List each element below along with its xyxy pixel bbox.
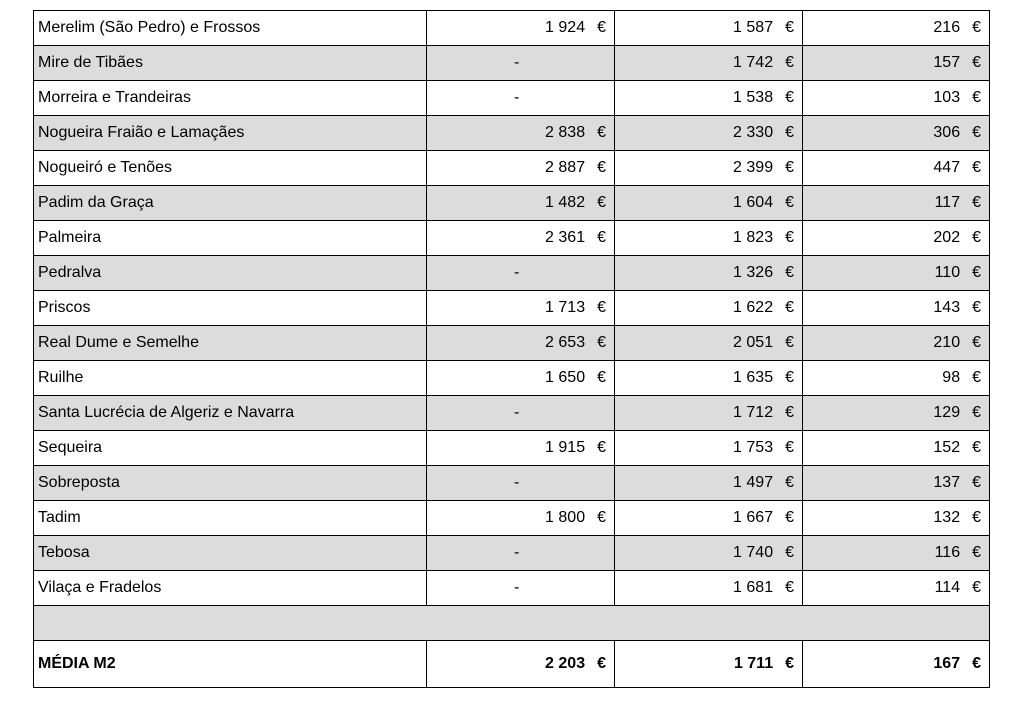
currency-symbol: € — [785, 264, 794, 281]
value-cell — [803, 81, 990, 116]
value-amount: 1 740 — [733, 544, 774, 561]
currency-symbol: € — [785, 89, 794, 106]
value-cell — [615, 396, 803, 431]
currency-symbol: € — [597, 655, 606, 672]
value-amount: 1 800 — [545, 509, 586, 526]
value-cell-empty: - — [427, 466, 615, 501]
currency-symbol: € — [785, 404, 794, 421]
value-cell-empty: - — [427, 256, 615, 291]
value-cell — [803, 396, 990, 431]
parish-name-cell: Priscos — [34, 291, 427, 326]
value-amount: 117 — [934, 194, 961, 211]
value-cell — [615, 501, 803, 536]
value-cell — [803, 641, 990, 688]
value-amount: 1 538 — [733, 89, 774, 106]
value-amount: 1 823 — [733, 229, 774, 246]
currency-symbol: € — [597, 369, 606, 386]
value-cell — [427, 151, 615, 186]
currency-symbol: € — [785, 544, 794, 561]
value-cell — [803, 46, 990, 81]
currency-symbol: € — [972, 369, 981, 386]
value-amount: 1 587 — [733, 19, 774, 36]
table-row — [34, 221, 990, 256]
parish-name-cell: Pedralva — [34, 256, 427, 291]
value-cell — [803, 221, 990, 256]
value-amount: 143 — [933, 299, 961, 316]
value-amount: 1 713 — [545, 299, 586, 316]
value-amount: 1 622 — [733, 299, 774, 316]
parish-name-cell: Sobreposta — [34, 466, 427, 501]
parish-name-cell: MÉDIA M2 — [34, 641, 427, 688]
value-amount: 306 — [933, 124, 961, 141]
table-row — [34, 396, 990, 431]
currency-symbol: € — [785, 54, 794, 71]
value-cell — [615, 326, 803, 361]
table-row — [34, 466, 990, 501]
table-row — [34, 361, 990, 396]
value-amount: 1 742 — [733, 54, 774, 71]
value-amount: 129 — [933, 404, 961, 421]
value-amount: 103 — [933, 89, 961, 106]
currency-symbol: € — [972, 19, 981, 36]
currency-symbol: € — [972, 264, 981, 281]
value-amount: 2 361 — [545, 229, 586, 246]
value-cell — [803, 291, 990, 326]
currency-symbol: € — [785, 299, 794, 316]
currency-symbol: € — [785, 474, 794, 491]
value-amount: 116 — [934, 544, 961, 561]
currency-symbol: € — [972, 159, 981, 176]
value-amount: 1 667 — [733, 509, 774, 526]
value-cell — [615, 221, 803, 256]
parish-name-cell: Santa Lucrécia de Algeriz e Navarra — [34, 396, 427, 431]
value-amount: 2 051 — [733, 334, 774, 351]
value-cell — [427, 501, 615, 536]
currency-symbol: € — [972, 655, 981, 672]
table-row — [34, 46, 990, 81]
value-amount: 2 330 — [733, 124, 774, 141]
parish-name-cell: Nogueira Fraião e Lamaçães — [34, 116, 427, 151]
value-cell — [615, 81, 803, 116]
value-cell — [427, 291, 615, 326]
currency-symbol: € — [597, 299, 606, 316]
value-amount: 2 399 — [733, 159, 774, 176]
currency-symbol: € — [785, 19, 794, 36]
value-cell — [803, 151, 990, 186]
table-row — [34, 11, 990, 46]
table-row — [34, 116, 990, 151]
spacer-cell — [34, 606, 990, 641]
parish-name-cell: Tebosa — [34, 536, 427, 571]
currency-symbol: € — [972, 439, 981, 456]
value-cell — [803, 536, 990, 571]
table-row — [34, 501, 990, 536]
currency-symbol: € — [972, 299, 981, 316]
currency-symbol: € — [785, 159, 794, 176]
value-amount: 1 482 — [545, 194, 586, 211]
currency-symbol: € — [785, 579, 794, 596]
currency-symbol: € — [972, 474, 981, 491]
currency-symbol: € — [597, 439, 606, 456]
value-cell — [615, 186, 803, 221]
currency-symbol: € — [785, 229, 794, 246]
value-amount: 1 604 — [733, 194, 774, 211]
value-amount: 1 650 — [545, 369, 586, 386]
value-amount: 210 — [933, 334, 961, 351]
value-cell-empty: - — [427, 81, 615, 116]
value-amount: 132 — [933, 509, 961, 526]
value-cell — [427, 361, 615, 396]
value-cell — [427, 11, 615, 46]
value-cell — [803, 256, 990, 291]
value-amount: 1 681 — [733, 579, 774, 596]
value-cell — [427, 641, 615, 688]
parish-name-cell: Nogueiró e Tenões — [34, 151, 427, 186]
currency-symbol: € — [785, 369, 794, 386]
parish-name-cell: Palmeira — [34, 221, 427, 256]
value-cell-empty: - — [427, 536, 615, 571]
value-amount: 157 — [933, 54, 961, 71]
value-cell-empty: - — [427, 571, 615, 606]
currency-symbol: € — [785, 509, 794, 526]
average-row — [34, 641, 990, 688]
table-row — [34, 186, 990, 221]
parish-name-cell: Padim da Graça — [34, 186, 427, 221]
parish-name-cell: Vilaça e Fradelos — [34, 571, 427, 606]
value-cell — [427, 326, 615, 361]
parish-name-cell: Sequeira — [34, 431, 427, 466]
value-cell — [427, 186, 615, 221]
parish-name-cell: Tadim — [34, 501, 427, 536]
value-cell — [803, 501, 990, 536]
value-amount: 110 — [934, 264, 961, 281]
value-amount: 447 — [933, 159, 961, 176]
currency-symbol: € — [785, 655, 794, 672]
value-cell — [615, 116, 803, 151]
value-cell — [427, 431, 615, 466]
value-amount: 1 711 — [733, 655, 774, 672]
parish-name-cell: Morreira e Trandeiras — [34, 81, 427, 116]
currency-symbol: € — [785, 124, 794, 141]
table-row — [34, 571, 990, 606]
value-amount: 1 326 — [733, 264, 774, 281]
table-row — [34, 291, 990, 326]
value-amount: 152 — [933, 439, 961, 456]
value-cell — [615, 431, 803, 466]
currency-symbol: € — [972, 334, 981, 351]
value-cell — [615, 466, 803, 501]
value-amount: 1 924 — [545, 19, 586, 36]
currency-symbol: € — [972, 89, 981, 106]
value-cell — [803, 466, 990, 501]
currency-symbol: € — [597, 334, 606, 351]
value-cell-empty: - — [427, 396, 615, 431]
value-amount: 1 635 — [733, 369, 774, 386]
value-cell — [615, 536, 803, 571]
value-cell — [803, 186, 990, 221]
currency-symbol: € — [972, 54, 981, 71]
value-amount: 1 915 — [545, 439, 586, 456]
parish-name-cell: Merelim (São Pedro) e Frossos — [34, 11, 427, 46]
value-cell — [615, 571, 803, 606]
currency-symbol: € — [597, 229, 606, 246]
value-cell — [615, 256, 803, 291]
value-amount: 2 203 — [545, 655, 586, 672]
value-cell — [615, 46, 803, 81]
currency-symbol: € — [972, 124, 981, 141]
currency-symbol: € — [597, 509, 606, 526]
value-amount: 1 712 — [733, 404, 774, 421]
value-cell-empty: - — [427, 46, 615, 81]
value-amount: 2 887 — [545, 159, 586, 176]
value-amount: 2 838 — [545, 124, 586, 141]
currency-symbol: € — [785, 334, 794, 351]
currency-symbol: € — [597, 159, 606, 176]
value-cell — [427, 221, 615, 256]
currency-symbol: € — [597, 19, 606, 36]
price-table — [33, 10, 990, 688]
value-amount: 167 — [933, 655, 961, 672]
value-cell — [803, 431, 990, 466]
price-table-sheet — [33, 10, 989, 688]
value-amount: 1 753 — [733, 439, 774, 456]
table-row — [34, 256, 990, 291]
value-cell — [803, 116, 990, 151]
value-cell — [803, 571, 990, 606]
currency-symbol: € — [597, 194, 606, 211]
value-cell — [427, 116, 615, 151]
table-row — [34, 536, 990, 571]
currency-symbol: € — [972, 229, 981, 246]
value-amount: 1 497 — [733, 474, 774, 491]
spacer-row — [34, 606, 990, 641]
currency-symbol: € — [972, 194, 981, 211]
value-amount: 2 653 — [545, 334, 586, 351]
value-amount: 137 — [933, 474, 961, 491]
table-row — [34, 326, 990, 361]
table-row — [34, 431, 990, 466]
parish-name-cell: Mire de Tibães — [34, 46, 427, 81]
value-amount: 114 — [934, 579, 961, 596]
value-cell — [615, 11, 803, 46]
value-amount: 202 — [933, 229, 961, 246]
currency-symbol: € — [972, 404, 981, 421]
currency-symbol: € — [972, 544, 981, 561]
table-row — [34, 151, 990, 186]
value-cell — [803, 361, 990, 396]
currency-symbol: € — [785, 439, 794, 456]
value-amount: 216 — [933, 19, 961, 36]
price-table-body — [34, 11, 990, 688]
table-row — [34, 81, 990, 116]
currency-symbol: € — [597, 124, 606, 141]
value-cell — [615, 361, 803, 396]
currency-symbol: € — [972, 579, 981, 596]
value-cell — [803, 326, 990, 361]
value-amount: 98 — [942, 369, 961, 386]
value-cell — [803, 11, 990, 46]
parish-name-cell: Ruilhe — [34, 361, 427, 396]
currency-symbol: € — [972, 509, 981, 526]
value-cell — [615, 151, 803, 186]
parish-name-cell: Real Dume e Semelhe — [34, 326, 427, 361]
currency-symbol: € — [785, 194, 794, 211]
value-cell — [615, 291, 803, 326]
value-cell — [615, 641, 803, 688]
